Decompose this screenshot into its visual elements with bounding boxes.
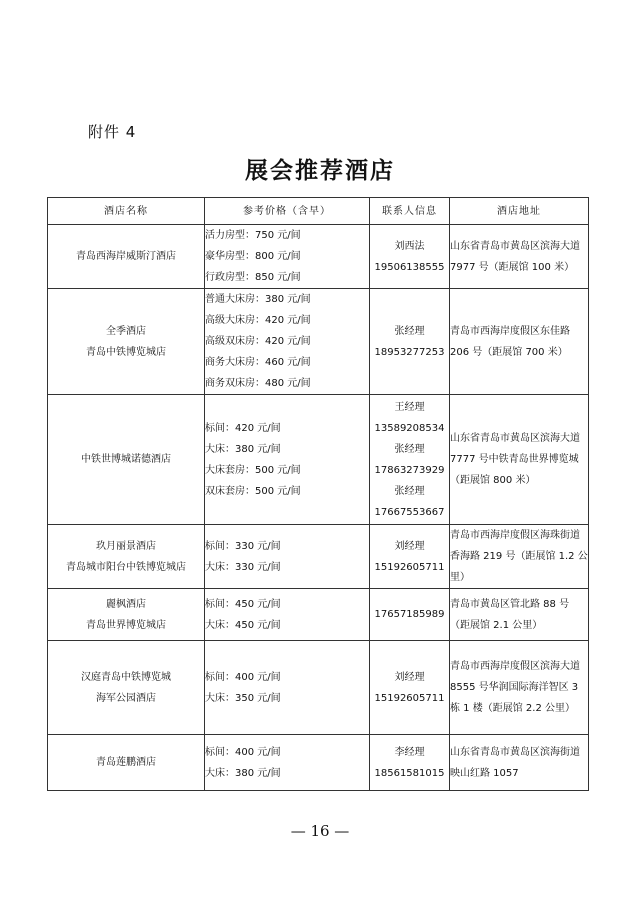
- table-row: [48, 589, 589, 641]
- price-cell: [205, 735, 370, 791]
- attachment-label: 附件 4: [88, 123, 137, 141]
- price-line: 大床：450 元/间: [205, 619, 281, 631]
- price-line: 大床：350 元/间: [205, 692, 281, 704]
- contact-line: 王经理: [394, 401, 425, 413]
- address-cell: 山东省青岛市黄岛区滨海街道映山红路 1057: [450, 735, 589, 791]
- price-line: 大床：380 元/间: [205, 767, 281, 779]
- contact-line: 张经理: [394, 485, 425, 497]
- hotel-name-cell: [48, 589, 205, 641]
- contact-cell: [370, 225, 450, 289]
- contact-line: 19506138555: [374, 261, 445, 273]
- table-row: [48, 395, 589, 525]
- page-number: — 16 —: [290, 822, 350, 840]
- page-title: 展会推荐酒店: [245, 157, 395, 184]
- hotel-name-cell: [48, 395, 205, 525]
- contact-line: 17863273929: [374, 464, 445, 476]
- contact-line: 刘经理: [394, 540, 425, 552]
- hotel-name-line: 海军公园酒店: [96, 692, 156, 704]
- contact-line: 张经理: [394, 443, 425, 455]
- price-line: 大床：330 元/间: [205, 561, 281, 573]
- price-line: 标间：400 元/间: [205, 746, 281, 758]
- price-cell: [205, 589, 370, 641]
- contact-line: 张经理: [394, 325, 425, 337]
- table-row: [48, 289, 589, 395]
- table-row: [48, 525, 589, 589]
- contact-line: 13589208534: [374, 422, 445, 434]
- contact-line: 李经理: [394, 746, 425, 758]
- contact-line: 刘经理: [394, 671, 425, 683]
- address-cell: 青岛市西海岸度假区滨海大道 8555 号华润国际海洋智区 3 栋 1 楼（距展馆 2.2 公里）: [450, 641, 589, 735]
- price-cell: [205, 641, 370, 735]
- hotel-table: [47, 197, 589, 791]
- price-cell: [205, 395, 370, 525]
- hotel-name-line: 玖月丽景酒店: [96, 540, 156, 552]
- price-line: 商务大床房：460 元/间: [205, 357, 311, 368]
- hotel-name-line: 汉庭青岛中铁博览城: [81, 671, 171, 683]
- price-line: 普通大床房：380 元/间: [205, 294, 311, 305]
- contact-line: 15192605711: [374, 692, 445, 704]
- table-row: [48, 641, 589, 735]
- header-contact: 联系人信息: [370, 198, 450, 225]
- price-line: 标间：450 元/间: [205, 598, 281, 610]
- contact-line: 15192605711: [374, 561, 445, 573]
- price-line: 商务双床房：480 元/间: [205, 378, 311, 389]
- contact-line: 17667553667: [374, 506, 445, 518]
- price-line: 活力房型：750 元/间: [205, 230, 301, 241]
- table-row: [48, 225, 589, 289]
- price-line: 豪华房型：800 元/间: [205, 251, 301, 262]
- header-hotel-name: 酒店名称: [48, 198, 205, 225]
- header-price: 参考价格（含早）: [205, 198, 370, 225]
- table-header-row: [48, 198, 589, 225]
- header-address: 酒店地址: [450, 198, 589, 225]
- hotel-name-cell: [48, 641, 205, 735]
- hotel-name-cell: [48, 735, 205, 791]
- address-cell: 青岛市西海岸度假区东佳路 206 号（距展馆 700 米）: [450, 289, 589, 395]
- contact-line: 18953277253: [374, 346, 445, 358]
- price-line: 高级大床房：420 元/间: [205, 315, 311, 326]
- address-cell: 青岛市黄岛区管北路 88 号（距展馆 2.1 公里）: [450, 589, 589, 641]
- price-cell: [205, 289, 370, 395]
- price-line: 标间：400 元/间: [205, 671, 281, 683]
- contact-line: 17657185989: [374, 609, 445, 620]
- table-row: [48, 735, 589, 791]
- contact-line: 刘西法: [394, 240, 425, 252]
- price-line: 大床套房：500 元/间: [205, 464, 301, 476]
- hotel-name-cell: [48, 289, 205, 395]
- contact-line: 18561581015: [374, 767, 445, 779]
- price-line: 行政房型：850 元/间: [205, 272, 301, 283]
- address-cell: 青岛市西海岸度假区海珠街道 香海路 219 号（距展馆 1.2 公里）: [450, 525, 589, 589]
- hotel-name-line: 青岛城市阳台中铁博览城店: [66, 561, 186, 573]
- hotel-name-line: 青岛西海岸威斯汀酒店: [76, 251, 176, 262]
- contact-cell: [370, 641, 450, 735]
- address-cell: 山东省青岛市黄岛区滨海大道 7977 号（距展馆 100 米）: [450, 225, 589, 289]
- price-line: 标间：420 元/间: [205, 422, 281, 434]
- hotel-name-line: 青岛中铁博览城店: [86, 346, 166, 358]
- price-line: 双床套房：500 元/间: [205, 485, 301, 497]
- price-line: 标间：330 元/间: [205, 540, 281, 552]
- price-line: 大床：380 元/间: [205, 443, 281, 455]
- hotel-name-line: 中铁世博城诺德酒店: [81, 454, 171, 465]
- contact-cell: [370, 735, 450, 791]
- contact-cell: [370, 395, 450, 525]
- hotel-name-line: 全季酒店: [106, 325, 146, 337]
- hotel-name-line: 青岛世界博览城店: [86, 619, 166, 631]
- hotel-name-cell: [48, 225, 205, 289]
- contact-cell: [370, 589, 450, 641]
- price-cell: [205, 525, 370, 589]
- price-line: 高级双床房：420 元/间: [205, 336, 311, 347]
- hotel-name-line: 麗枫酒店: [106, 598, 146, 610]
- price-cell: [205, 225, 370, 289]
- contact-cell: [370, 289, 450, 395]
- hotel-name-cell: [48, 525, 205, 589]
- hotel-name-line: 青岛莲鹏酒店: [96, 757, 156, 768]
- address-cell: 山东省青岛市黄岛区滨海大道 7777 号中铁青岛世界博览城（距展馆 800 米）: [450, 395, 589, 525]
- contact-cell: [370, 525, 450, 589]
